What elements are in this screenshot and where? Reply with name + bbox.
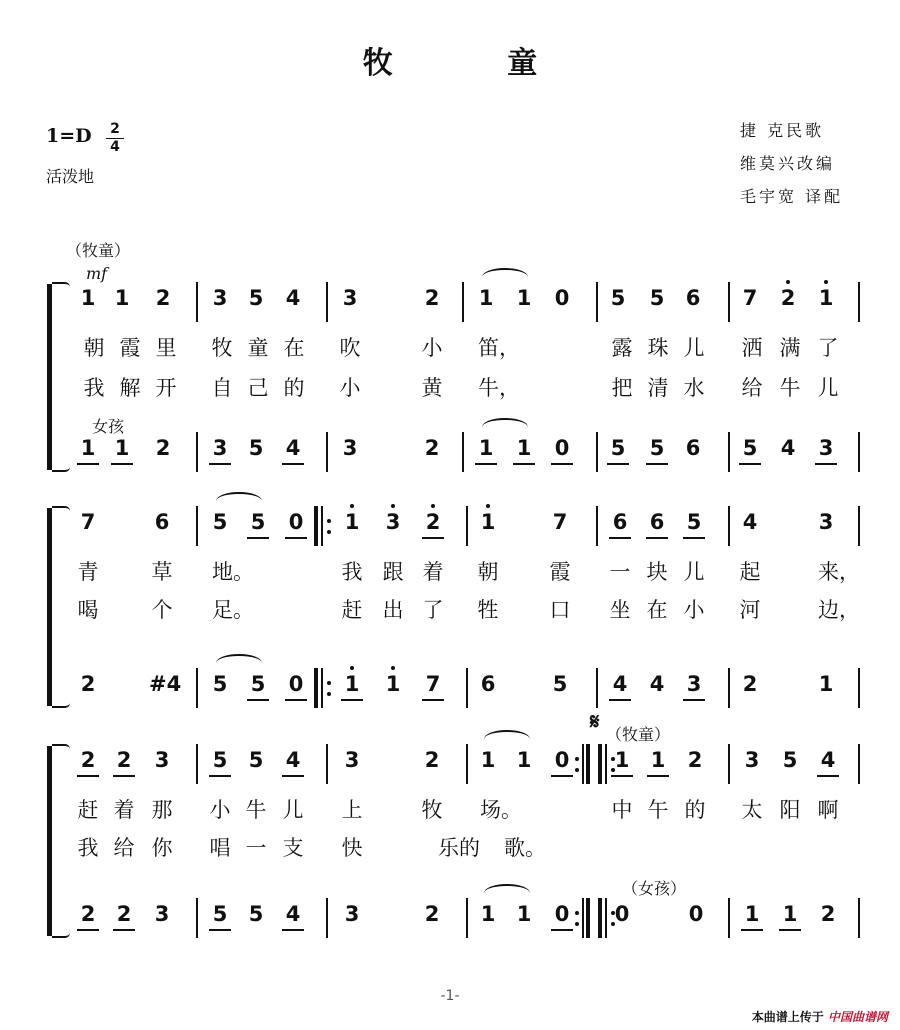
- note: 4: [285, 286, 301, 310]
- lyric-syllable: 午: [647, 798, 669, 822]
- note: 0: [549, 902, 575, 926]
- note: 5: [212, 510, 228, 534]
- barline: [728, 282, 730, 322]
- lyric-syllable: 儿: [282, 798, 304, 822]
- repeat-dot: [575, 768, 579, 772]
- tie-arc: [484, 884, 530, 902]
- lyric-syllable: 足。: [212, 598, 254, 622]
- note: 1: [516, 748, 532, 772]
- note: 1: [80, 286, 96, 310]
- note: 1: [777, 902, 803, 926]
- lyric-syllable: 出: [382, 598, 404, 622]
- note: 6: [607, 510, 633, 534]
- note: 3: [380, 510, 406, 534]
- note: 2: [424, 436, 440, 460]
- barline: [596, 282, 598, 322]
- note: 5: [207, 902, 233, 926]
- note: 1: [380, 672, 406, 696]
- note: 2: [420, 510, 446, 534]
- note: 0: [549, 436, 575, 460]
- lyric-syllable: 跟: [382, 560, 404, 584]
- repeat-dot: [611, 922, 615, 926]
- lyric-syllable: 乐的: [438, 836, 480, 860]
- note: 2: [80, 672, 96, 696]
- lyric-syllable: 童: [247, 336, 269, 360]
- part-label: 女孩: [92, 417, 125, 436]
- part-label: （牧童）: [66, 241, 131, 260]
- repeat-sign: [314, 506, 328, 546]
- note: 5: [207, 748, 233, 772]
- note: 6: [685, 286, 701, 310]
- note: 2: [424, 902, 440, 926]
- barline: [462, 432, 464, 472]
- note: 1: [478, 286, 494, 310]
- tie-arc: [216, 654, 262, 672]
- repeat-dot: [327, 681, 331, 685]
- part-label: mf: [86, 264, 108, 283]
- lyric-syllable: 场。: [480, 798, 522, 822]
- lyric-syllable: 口: [549, 598, 571, 622]
- lyric-syllable: 牛: [779, 376, 801, 400]
- lyric-syllable: 着: [113, 798, 135, 822]
- note: 5: [605, 436, 631, 460]
- note: 5: [552, 672, 568, 696]
- note: 1: [475, 510, 501, 534]
- lyric-syllable: 小: [209, 798, 231, 822]
- lyric-syllable: 吹: [339, 336, 361, 360]
- note: 5: [649, 286, 665, 310]
- repeat-sign: [598, 898, 612, 938]
- note: 5: [644, 436, 670, 460]
- note: 5: [245, 672, 271, 696]
- note: 2: [424, 286, 440, 310]
- repeat-dot: [611, 768, 615, 772]
- barline: [728, 744, 730, 784]
- lyric-syllable: 啊: [817, 798, 839, 822]
- note: 1: [645, 748, 671, 772]
- barline: [466, 506, 468, 546]
- lyric-syllable: 牛，: [478, 376, 520, 400]
- lyric-syllable: 一: [609, 560, 631, 584]
- lyric-syllable: 露: [611, 336, 633, 360]
- lyric-syllable: 了: [817, 336, 839, 360]
- repeat-line: [605, 898, 607, 938]
- lyric-syllable: 小: [421, 336, 443, 360]
- note: 1: [339, 510, 365, 534]
- lyric-syllable: 给: [741, 376, 763, 400]
- lyric-syllable: 一: [245, 836, 267, 860]
- note: 0: [283, 510, 309, 534]
- lyric-syllable: 牛: [245, 798, 267, 822]
- tie-arc: [482, 418, 528, 436]
- time-signature: [104, 122, 126, 155]
- note: #4: [149, 672, 182, 696]
- lyric-syllable: 儿: [683, 336, 705, 360]
- note: 5: [248, 436, 264, 460]
- barline: [326, 432, 328, 472]
- barline: [858, 282, 860, 322]
- barline: [466, 668, 468, 708]
- note: 0: [688, 902, 704, 926]
- lyric-syllable: 起: [739, 560, 761, 584]
- note: 5: [248, 748, 264, 772]
- lyric-syllable: 的: [684, 798, 706, 822]
- upload-text: 本曲谱上传于: [751, 1010, 824, 1024]
- note: 5: [248, 902, 264, 926]
- barline: [728, 432, 730, 472]
- lyric-syllable: 那: [151, 798, 173, 822]
- barline: [196, 898, 198, 938]
- lyric-syllable: 黄: [421, 376, 443, 400]
- part-label: （牧童）: [606, 725, 671, 744]
- note: 2: [75, 902, 101, 926]
- repeat-line: [598, 898, 602, 938]
- barline: [196, 668, 198, 708]
- note: 6: [480, 672, 496, 696]
- note: 3: [342, 436, 358, 460]
- note: 3: [212, 286, 228, 310]
- credit-origin: 捷 克民歌: [740, 121, 825, 140]
- note: 2: [820, 902, 836, 926]
- note: 1: [75, 436, 101, 460]
- lyric-syllable: 草: [151, 560, 173, 584]
- note: 4: [280, 436, 306, 460]
- note: 1: [473, 436, 499, 460]
- credit-arranger: 维莫兴改编: [740, 154, 836, 173]
- repeat-dot: [327, 692, 331, 696]
- lyric-syllable: 水: [683, 376, 705, 400]
- note: 3: [344, 902, 360, 926]
- repeat-line: [582, 898, 584, 938]
- note: 4: [280, 748, 306, 772]
- barline: [596, 432, 598, 472]
- meter-bottom: 4: [110, 139, 120, 155]
- lyric-syllable: 块: [646, 560, 668, 584]
- lyric-syllable: 牧: [211, 336, 233, 360]
- barline: [728, 668, 730, 708]
- lyric-syllable: 牧: [421, 798, 443, 822]
- note: 7: [552, 510, 568, 534]
- lyric-line: [0, 594, 900, 624]
- repeat-line: [586, 898, 590, 938]
- repeat-sign: [582, 744, 596, 784]
- lyric-syllable: 了: [422, 598, 444, 622]
- lyric-syllable: 喝: [77, 598, 99, 622]
- barline: [858, 668, 860, 708]
- page-number: -1-: [440, 988, 460, 1004]
- note: 2: [687, 748, 703, 772]
- repeat-line: [321, 668, 323, 708]
- repeat-sign: [598, 744, 612, 784]
- lyric-syllable: 自: [211, 376, 233, 400]
- repeat-dot: [327, 530, 331, 534]
- note: 0: [549, 748, 575, 772]
- note: 1: [511, 436, 537, 460]
- lyric-syllable: 在: [283, 336, 305, 360]
- repeat-line: [605, 744, 607, 784]
- lyric-syllable: 给: [113, 836, 135, 860]
- lyric-syllable: 解: [119, 376, 141, 400]
- repeat-line: [321, 506, 323, 546]
- repeat-sign: [314, 668, 328, 708]
- note: 3: [744, 748, 760, 772]
- lyric-line: [0, 0, 900, 30]
- barline: [728, 898, 730, 938]
- note: 5: [245, 510, 271, 534]
- note: 2: [424, 748, 440, 772]
- barline: [326, 744, 328, 784]
- barline: [858, 898, 860, 938]
- lyric-line: [0, 372, 900, 402]
- note: 3: [681, 672, 707, 696]
- meter-top: 2: [110, 121, 120, 137]
- lyric-syllable: 朝: [83, 336, 105, 360]
- credit-translator: 毛宇宽 译配: [740, 187, 844, 206]
- barline: [596, 506, 598, 546]
- repeat-line: [598, 744, 602, 784]
- note: 5: [681, 510, 707, 534]
- note: 0: [614, 902, 630, 926]
- repeat-dot: [575, 922, 579, 926]
- note: 6: [644, 510, 670, 534]
- lyric-syllable: 快: [341, 836, 363, 860]
- tie-arc: [216, 492, 262, 510]
- lyric-syllable: 把: [611, 376, 633, 400]
- lyric-line: [0, 556, 900, 586]
- barline: [196, 432, 198, 472]
- note: 1: [516, 902, 532, 926]
- repeat-line: [586, 744, 590, 784]
- note: 7: [420, 672, 446, 696]
- note: 3: [813, 436, 839, 460]
- note: 0: [283, 672, 309, 696]
- note: 4: [780, 436, 796, 460]
- lyric-syllable: 太: [741, 798, 763, 822]
- part-label: （女孩）: [622, 879, 687, 898]
- lyric-syllable: 朝: [477, 560, 499, 584]
- lyric-syllable: 赶: [77, 798, 99, 822]
- barline: [728, 506, 730, 546]
- barline: [596, 668, 598, 708]
- lyric-syllable: 洒: [741, 336, 763, 360]
- repeat-line: [582, 744, 584, 784]
- repeat-dot: [575, 757, 579, 761]
- note: 4: [742, 510, 758, 534]
- lyric-syllable: 河: [739, 598, 761, 622]
- note: 3: [344, 748, 360, 772]
- lyric-syllable: 上: [341, 798, 363, 822]
- barline: [196, 282, 198, 322]
- note: 3: [154, 748, 170, 772]
- barline: [326, 898, 328, 938]
- lyric-syllable: 清: [647, 376, 669, 400]
- lyric-syllable: 霞: [549, 560, 571, 584]
- barline: [858, 744, 860, 784]
- note: 2: [111, 902, 137, 926]
- tie-arc: [482, 268, 528, 286]
- repeat-dot: [575, 911, 579, 915]
- note: 6: [685, 436, 701, 460]
- note: 3: [818, 510, 834, 534]
- lyric-syllable: 边，: [818, 598, 860, 622]
- note: 2: [111, 748, 137, 772]
- note: 3: [342, 286, 358, 310]
- lyric-syllable: 个: [151, 598, 173, 622]
- note: 5: [737, 436, 763, 460]
- lyric-syllable: 儿: [683, 560, 705, 584]
- barline: [858, 432, 860, 472]
- upload-credit: [752, 1008, 888, 1025]
- lyric-syllable: 小: [683, 598, 705, 622]
- tempo-marking: 活泼地: [46, 167, 95, 186]
- lyric-syllable: 你: [151, 836, 173, 860]
- note: 1: [339, 672, 365, 696]
- repeat-sign: [582, 898, 596, 938]
- note: 0: [554, 286, 570, 310]
- lyric-syllable: 满: [779, 336, 801, 360]
- note: 7: [80, 510, 96, 534]
- lyric-syllable: 里: [155, 336, 177, 360]
- lyric-syllable: 小: [339, 376, 361, 400]
- note: 1: [516, 286, 532, 310]
- key-signature: 1=D: [46, 125, 92, 147]
- lyric-syllable: 支: [282, 836, 304, 860]
- lyric-line: [0, 794, 900, 824]
- note: 1: [480, 748, 496, 772]
- note: 3: [154, 902, 170, 926]
- lyric-syllable: 的: [283, 376, 305, 400]
- lyric-syllable: 地。: [212, 560, 254, 584]
- lyric-syllable: 唱: [209, 836, 231, 860]
- lyric-syllable: 在: [646, 598, 668, 622]
- lyric-syllable: 己: [247, 376, 269, 400]
- note: 5: [212, 672, 228, 696]
- lyric-syllable: 我: [77, 836, 99, 860]
- note: 1: [813, 286, 839, 310]
- note: 5: [610, 286, 626, 310]
- note: 1: [739, 902, 765, 926]
- lyric-line: [0, 332, 900, 362]
- tie-arc: [484, 730, 530, 748]
- note: 4: [607, 672, 633, 696]
- lyric-syllable: 牲: [477, 598, 499, 622]
- lyric-line: [0, 832, 900, 862]
- lyric-syllable: 着: [422, 560, 444, 584]
- barline: [858, 506, 860, 546]
- repeat-dot: [611, 757, 615, 761]
- page-title: 牧 童: [362, 46, 590, 81]
- lyric-syllable: 我: [341, 560, 363, 584]
- note: 1: [480, 902, 496, 926]
- note: 6: [154, 510, 170, 534]
- lyric-syllable: 开: [155, 376, 177, 400]
- lyric-syllable: 赶: [341, 598, 363, 622]
- barline: [196, 506, 198, 546]
- lyric-syllable: 坐: [609, 598, 631, 622]
- repeat-dot: [611, 911, 615, 915]
- note: 1: [818, 672, 834, 696]
- lyric-syllable: 来，: [818, 560, 860, 584]
- lyric-syllable: 阳: [779, 798, 801, 822]
- note: 2: [155, 436, 171, 460]
- repeat-dot: [327, 519, 331, 523]
- barline: [326, 282, 328, 322]
- note: 2: [775, 286, 801, 310]
- barline: [466, 898, 468, 938]
- note: 1: [609, 748, 635, 772]
- lyric-syllable: 中: [611, 798, 633, 822]
- note: 3: [207, 436, 233, 460]
- note: 4: [649, 672, 665, 696]
- site-logo: 中国曲谱网: [827, 1010, 888, 1024]
- barline: [462, 282, 464, 322]
- note: 2: [155, 286, 171, 310]
- lyric-syllable: 珠: [647, 336, 669, 360]
- note: 7: [742, 286, 758, 310]
- lyric-syllable: 青: [77, 560, 99, 584]
- note: 1: [109, 436, 135, 460]
- note: 2: [75, 748, 101, 772]
- lyric-syllable: 霞: [119, 336, 141, 360]
- lyric-syllable: 我: [83, 376, 105, 400]
- note: 4: [815, 748, 841, 772]
- barline: [196, 744, 198, 784]
- repeat-line: [314, 506, 318, 546]
- repeat-line: [314, 668, 318, 708]
- note: 5: [248, 286, 264, 310]
- barline: [466, 744, 468, 784]
- note: 4: [280, 902, 306, 926]
- segno-sign: 𝄋: [590, 710, 600, 735]
- lyric-syllable: 笛，: [478, 336, 520, 360]
- note: 1: [114, 286, 130, 310]
- lyric-syllable: 歌。: [504, 836, 546, 860]
- lyric-syllable: 儿: [817, 376, 839, 400]
- note: 5: [782, 748, 798, 772]
- note: 2: [742, 672, 758, 696]
